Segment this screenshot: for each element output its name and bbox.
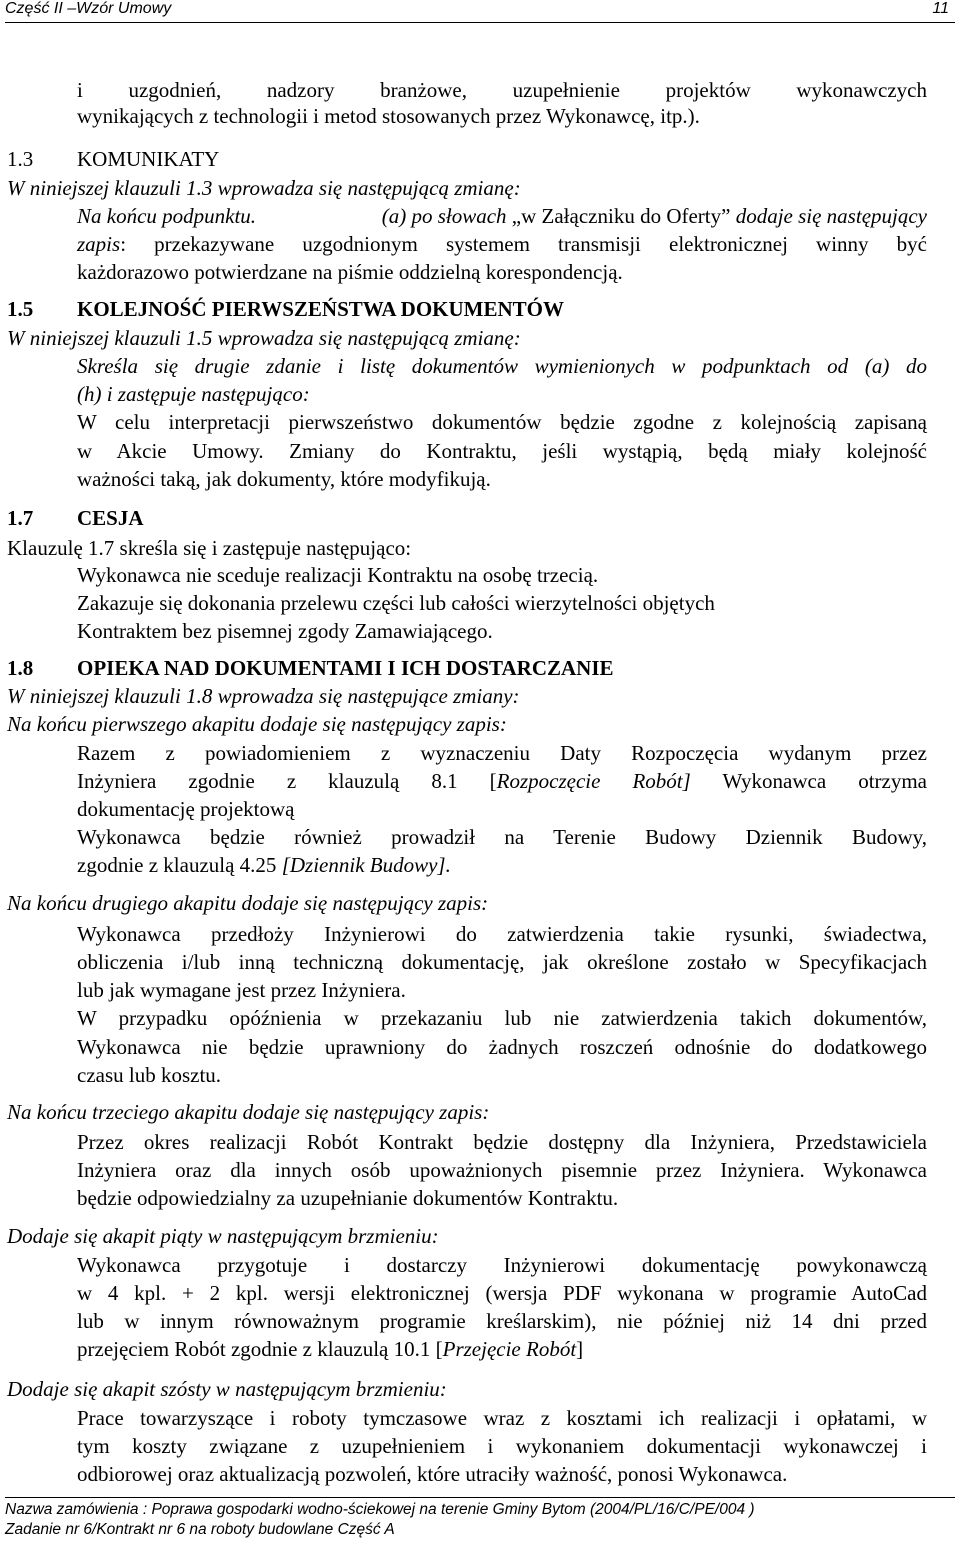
text-line xyxy=(77,1336,583,1362)
text-line: (h) i zastępuje następująco: xyxy=(77,382,310,406)
section-intro: W niniejszej klauzuli 1.8 wprowadza się następujące zmiany: xyxy=(7,684,520,708)
header-title: Część II –Wzór Umowy xyxy=(5,0,172,17)
section-number: 1.3 xyxy=(7,147,34,171)
text-fragment: zapis xyxy=(77,232,121,256)
paragraph-heading: Na końcu drugiego akapitu dodaje się następujący zapis: xyxy=(7,891,489,915)
paragraph-heading: Dodaje się akapit piąty w następującym brzmieniu: xyxy=(7,1224,439,1248)
text-line: każdorazowo potwierdzane na piśmie oddzielną korespondencją. xyxy=(77,260,623,284)
text-line: tym koszty związane z uzupełnieniem i wykonaniem dokumentacji wykonawczej i xyxy=(77,1434,927,1458)
text-fragment: Przejęcie Robót xyxy=(442,1337,577,1361)
text-fragment: Inżyniera zgodnie z klauzulą 8.1 [ xyxy=(77,769,497,793)
paragraph-heading: Na końcu trzeciego akapitu dodaje się następujący zapis: xyxy=(7,1100,490,1124)
text-line: Razem z powiadomieniem z wyznaczeniu Daty Rozpoczęcia wydanym przez xyxy=(77,741,927,765)
text-fragment: zgodnie z klauzulą 4.25 xyxy=(77,853,282,877)
footer-line: Zadanie nr 6/Kontrakt nr 6 na roboty budowlane Część A xyxy=(5,1521,395,1538)
text-line: Skreśla się drugie zdanie i listę dokumentów wymienionych w podpunktach od (a) do xyxy=(77,354,927,378)
text-fragment: dodaje się następujący xyxy=(735,204,927,228)
section-heading xyxy=(7,505,144,531)
text-line: Prace towarzyszące i roboty tymczasowe wraz z kosztami ich realizacji i opłatami, w xyxy=(77,1406,927,1430)
section-number: 1.5 xyxy=(7,297,34,321)
text-line: odbiorowej oraz aktualizacją pozwoleń, które utraciły ważność, ponosi Wykonawca. xyxy=(77,1462,788,1486)
text-line: w 4 kpl. + 2 kpl. wersji elektronicznej (wersja PDF wykonana w programie AutoCad xyxy=(77,1281,927,1305)
text-line: lub jak wymagane jest przez Inżyniera. xyxy=(77,978,406,1002)
section-heading xyxy=(7,296,564,322)
section-title: KOMUNIKATY xyxy=(77,147,220,171)
text-fragment: : przekazywane uzgodnionym systemem transmisji elektronicznej winny być xyxy=(120,232,927,256)
text-line xyxy=(77,852,451,878)
text-fragment: przejęciem Robót zgodnie z klauzulą 10.1 [ xyxy=(77,1337,443,1361)
text-line: i uzgodnień, nadzory branżowe, uzupełnienie projektów wykonawczych xyxy=(77,78,927,102)
text-line xyxy=(77,768,927,794)
text-line xyxy=(77,203,927,229)
section-intro: W niniejszej klauzuli 1.5 wprowadza się następującą zmianę: xyxy=(7,326,521,350)
text-line: Przez okres realizacji Robót Kontrakt będzie dostępny dla Inżyniera, Przedstawiciela xyxy=(77,1130,927,1154)
text-line: dokumentację projektową xyxy=(77,797,295,821)
page-footer xyxy=(5,1497,955,1540)
section-intro: Klauzulę 1.7 skreśla się i zastępuje następująco: xyxy=(7,536,412,560)
text-line: W celu interpretacji pierwszeństwo dokumentów będzie zgodne z kolejnością zapisaną xyxy=(77,410,927,434)
text-line: czasu lub kosztu. xyxy=(77,1063,222,1087)
text-line: Kontraktem bez pisemnej zgody Zamawiającego. xyxy=(77,619,493,643)
paragraph-heading: Dodaje się akapit szósty w następującym brzmieniu: xyxy=(7,1377,447,1401)
text-line xyxy=(77,231,927,257)
section-title: KOLEJNOŚĆ PIERWSZEŃSTWA DOKUMENTÓW xyxy=(77,297,565,321)
section-title: OPIEKA NAD DOKUMENTAMI I ICH DOSTARCZANIE xyxy=(77,656,614,680)
text-line: wynikających z technologii i metod stosowanych przez Wykonawcę, itp.). xyxy=(77,104,700,128)
text-line: ważności taką, jak dokumenty, które modyfikują. xyxy=(77,467,491,491)
text-fragment: [Dziennik Budowy]. xyxy=(281,853,451,877)
page-header xyxy=(5,0,955,23)
page-number: 11 xyxy=(932,0,949,17)
subheading: Na końcu podpunktu. xyxy=(77,204,257,228)
text-line: Zakazuje się dokonania przelewu części lub całości wierzytelności objętych xyxy=(77,591,715,615)
text-fragment: ] xyxy=(576,1337,584,1361)
section-title: CESJA xyxy=(77,506,144,530)
section-number: 1.7 xyxy=(7,506,34,530)
section-number: 1.8 xyxy=(7,656,34,680)
text-line: lub w innym równoważnym programie kreślarskim), nie później niż 14 dni przed xyxy=(77,1309,927,1333)
text-line: Wykonawca nie sceduje realizacji Kontraktu na osobę trzecią. xyxy=(77,563,599,587)
paragraph-heading: Na końcu pierwszego akapitu dodaje się następujący zapis: xyxy=(7,712,507,736)
text-line: w Akcie Umowy. Zmiany do Kontraktu, jeśli wystąpią, będą miały kolejność xyxy=(77,439,927,463)
text-line: Inżyniera oraz dla innych osób upoważnionych pisemnie przez Inżyniera. Wykonawca xyxy=(77,1158,927,1182)
footer-line: Nazwa zamówienia : Poprawa gospodarki wodno-ściekowej na terenie Gminy Bytom (2004/PL/16/C/PE/004 ) xyxy=(5,1501,755,1518)
section-intro: W niniejszej klauzuli 1.3 wprowadza się następującą zmianę: xyxy=(7,176,521,200)
text-line: Wykonawca będzie również prowadził na Terenie Budowy Dziennik Budowy, xyxy=(77,825,927,849)
text-line: obliczenia i/lub inną techniczną dokumentację, jak określone zostało w Specyfikacjach xyxy=(77,950,927,974)
text-fragment: „w Załączniku do Oferty” xyxy=(511,204,731,228)
text-fragment: Wykonawca otrzyma xyxy=(690,769,927,793)
section-heading xyxy=(7,146,219,172)
text-line: Wykonawca przedłoży Inżynierowi do zatwierdzenia takie rysunki, świadectwa, xyxy=(77,922,927,946)
section-heading xyxy=(7,655,614,681)
text-line: W przypadku opóźnienia w przekazaniu lub nie zatwierdzenia takich dokumentów, xyxy=(77,1006,927,1030)
text-line: będzie odpowiedzialny za uzupełnianie dokumentów Kontraktu. xyxy=(77,1186,619,1210)
text-line: Wykonawca przygotuje i dostarczy Inżynierowi dokumentację powykonawczą xyxy=(77,1253,927,1277)
text-fragment: Rozpoczęcie Robót] xyxy=(496,769,691,793)
text-fragment: (a) po słowach xyxy=(381,204,507,228)
text-line: Wykonawca nie będzie uprawniony do żadnych roszczeń odnośnie do dodatkowego xyxy=(77,1035,927,1059)
